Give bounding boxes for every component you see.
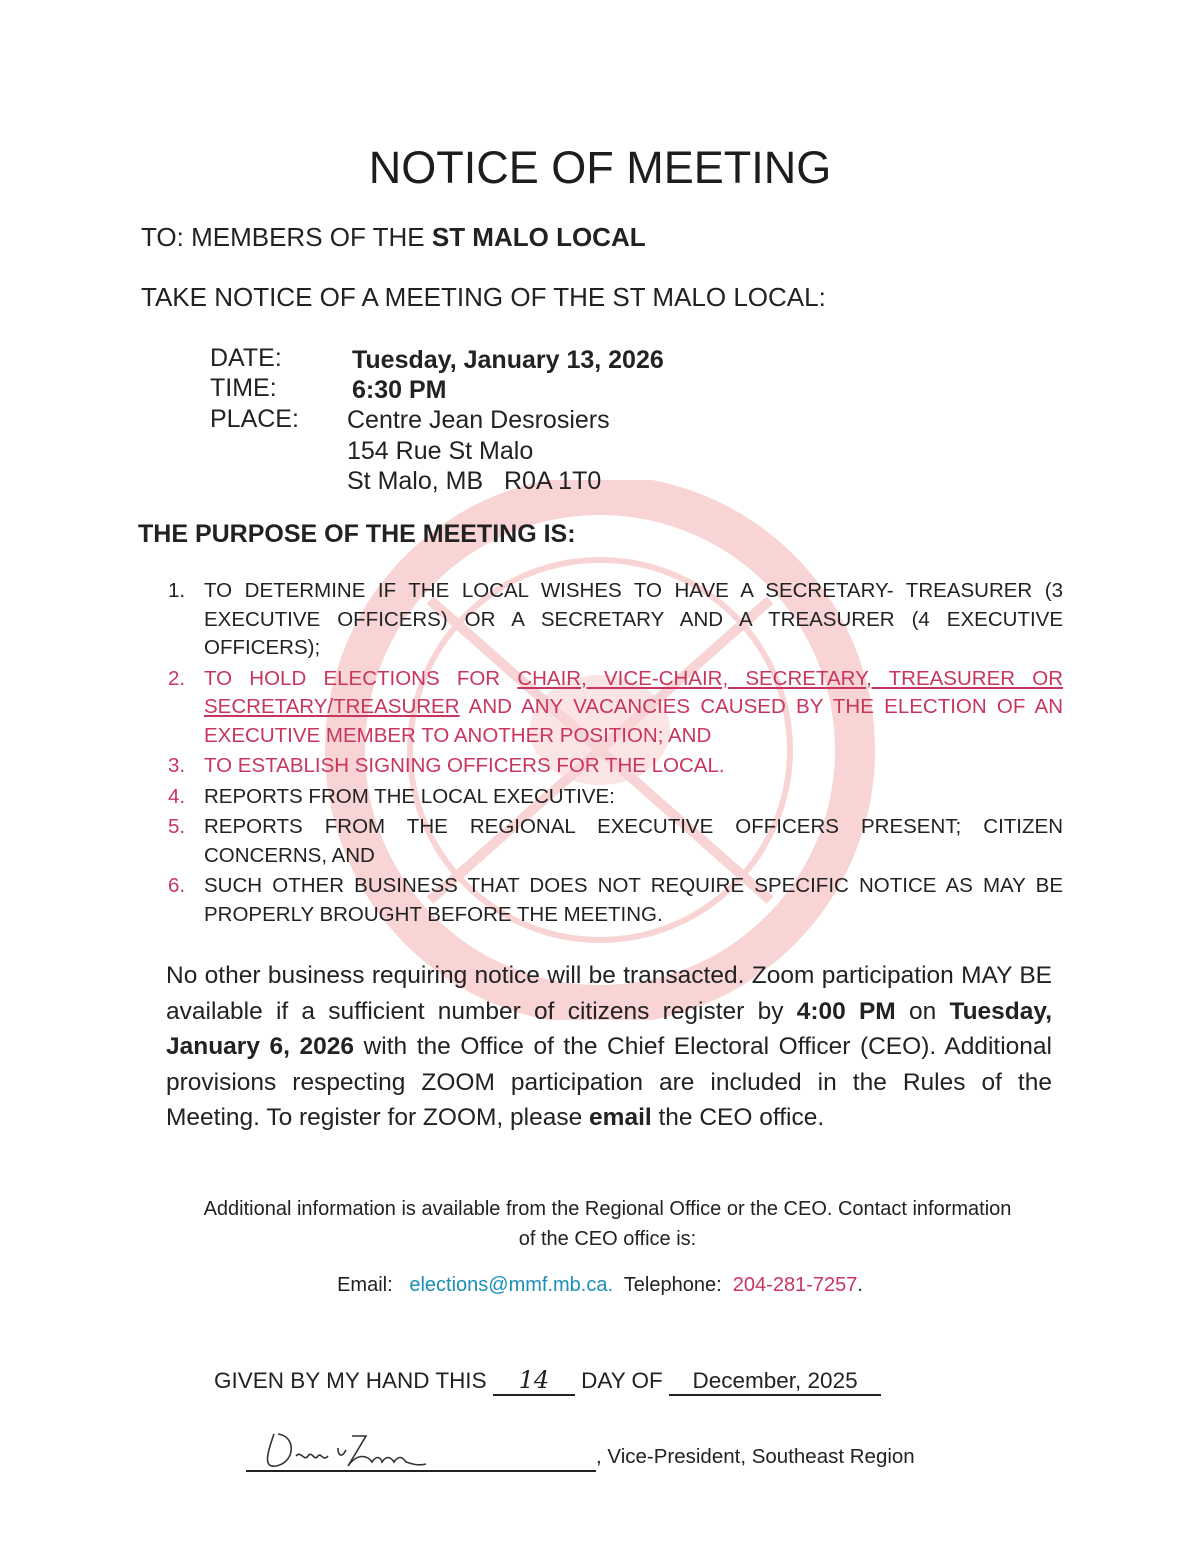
para-text: with the Office of the Chief Electoral Officer (CEO). Additional provisions respecting ZOOM participation are included in the Rules of the Meeting. To register for ZOOM, please [166,1033,1052,1131]
telephone-label: Telephone: [623,1274,722,1296]
item-number: 1. [168,579,186,602]
item-text: SUCH OTHER BUSINESS THAT DOES NOT REQUIRE SPECIFIC NOTICE AS MAY BE PROPERLY BROUGHT BEFORE THE MEETING. [204,874,1063,926]
agenda-item [168,813,1063,870]
agenda-item [168,872,1063,929]
email-label: Email: [337,1274,393,1296]
purpose-heading: THE PURPOSE OF THE MEETING IS: [138,520,576,548]
email-link[interactable]: elections@mmf.mb.ca [409,1274,608,1296]
signature-image [256,1426,506,1470]
email-emphasis: email [589,1104,652,1131]
agenda-item [168,783,1063,812]
month-year: December, 2025 [669,1368,881,1396]
telephone-number: 204-281-7257 [732,1274,858,1296]
agenda-list [168,577,1063,931]
register-deadline-date: Tuesday, January 6, 2026 [166,997,1053,1060]
page-title: NOTICE OF MEETING [368,142,832,193]
register-deadline-time: 4:00 PM [796,997,896,1025]
item-number: 5. [168,815,186,838]
para-text: on [895,997,950,1025]
item-text: TO DETERMINE IF THE LOCAL WISHES TO HAVE A SECRETARY- TREASURER (3 EXECUTIVE OFFICERS) OR A SECRETARY AND A TREASURER (4 EXECUTIVE OFFICERS); [204,579,1063,659]
signer-role: , Vice-President, Southeast Region [596,1445,915,1468]
agenda-item [168,752,1063,781]
meeting-date: Tuesday, January 13, 2026 [352,346,664,374]
item-positions-underlined: CHAIR, VICE-CHAIR, SECRETARY, TREASURER OR SECRETARY/TREASURER [204,666,1063,718]
zoom-paragraph [166,958,1052,1136]
given-prefix: GIVEN BY MY HAND THIS [214,1368,487,1393]
item-number: 6. [168,874,186,897]
additional-info: Additional information is available from the Regional Office or the CEO. Contact information of the CEO office is: [203,1198,1012,1250]
item-text [204,665,1063,751]
local-name: ST MALO LOCAL [431,222,646,252]
time-label: TIME: [210,374,277,402]
item-text: REPORTS FROM THE REGIONAL EXECUTIVE OFFICERS PRESENT; CITIZEN CONCERNS, AND [204,815,1063,867]
recipients-line [141,222,646,253]
contact-line: Email: elections@mmf.mb.ca. Telephone: 204-281-7257. [337,1274,863,1296]
recipients-prefix: TO: MEMBERS OF THE [141,222,432,252]
item-text: REPORTS FROM THE LOCAL EXECUTIVE: [204,784,615,808]
item-number: 4. [168,784,186,808]
para-text: No other business requiring notice will be transacted. Zoom participation MAY BE available if a sufficient number of citizens register by [166,962,1052,1025]
item-text: TO ESTABLISH SIGNING OFFICERS FOR THE LOCAL. [204,754,725,777]
item-number: 3. [168,754,186,777]
date-label: DATE: [210,344,282,372]
place-line-3: St Malo, MB R0A 1T0 [347,467,602,495]
place-line-1: Centre Jean Desrosiers [347,406,610,434]
agenda-item [168,665,1063,751]
item-number: 2. [168,666,186,690]
meeting-time: 6:30 PM [352,376,447,404]
take-notice-line: TAKE NOTICE OF A MEETING OF THE ST MALO LOCAL: [141,282,826,312]
item-text-pre: TO HOLD ELECTIONS FOR [204,666,518,690]
place-label: PLACE: [210,405,299,433]
item-text-post: AND ANY VACANCIES CAUSED BY THE ELECTION OF AN EXECUTIVE MEMBER TO ANOTHER POSITION; AND [204,695,1063,747]
day-handwritten: 14 [493,1366,575,1396]
para-text: the CEO office. [651,1104,825,1131]
agenda-item [168,577,1063,663]
place-line-2: 154 Rue St Malo [347,437,534,465]
signature-line [246,1426,596,1472]
given-line [214,1366,881,1396]
given-middle: DAY OF [581,1368,663,1393]
